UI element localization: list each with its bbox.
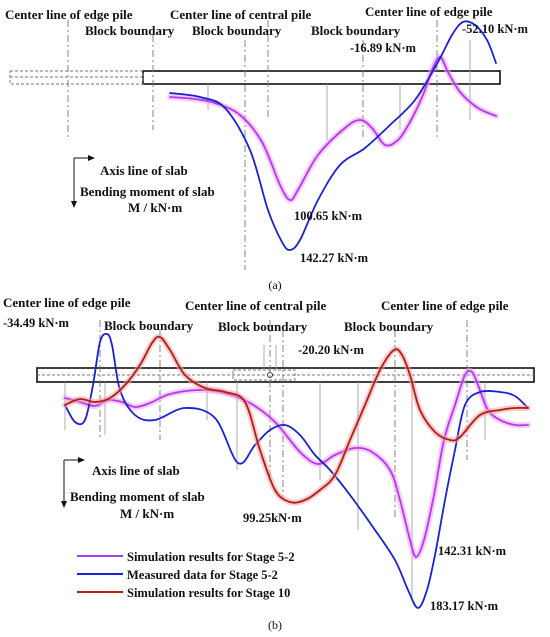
label-block-boundary-mid-b: Block boundary [218, 319, 308, 334]
label-block-boundary-right-b: Block boundary [344, 319, 434, 334]
label-block-boundary-right: Block boundary [311, 23, 401, 38]
value-a-3: 100.65 kN·m [294, 209, 363, 223]
value-b-5: 183.17 kN·m [430, 599, 499, 613]
label-edge-pile-right-b: Center line of edge pile [381, 298, 509, 313]
label-axis-line-b: Axis line of slab [92, 463, 180, 478]
value-a-1: -52.10 kN·m [462, 22, 528, 36]
value-b-1: -34.49 kN·m [3, 316, 69, 330]
slab-dashed-extension [10, 71, 143, 84]
label-block-boundary-left: Block boundary [85, 23, 175, 38]
series-line-sim52 [170, 57, 496, 200]
legend-label-2: Simulation results for Stage 10 [127, 586, 291, 600]
value-b-2: -20.20 kN·m [298, 343, 364, 357]
label-edge-pile-left: Center line of edge pile [5, 7, 133, 22]
label-block-boundary-mid: Block boundary [192, 23, 282, 38]
caption-b: (b) [268, 618, 282, 632]
label-central-pile: Center line of central pile [170, 7, 312, 22]
label-edge-pile-right: Center line of edge pile [365, 4, 493, 19]
legend-label-1: Measured data for Stage 5-2 [127, 568, 278, 582]
value-a-2: -16.89 kN·m [350, 41, 416, 55]
label-central-pile-b: Center line of central pile [185, 298, 327, 313]
label-edge-pile-left-b: Center line of edge pile [3, 295, 131, 310]
panel-a [5, 4, 529, 292]
caption-a: (a) [268, 278, 282, 292]
value-a-4: 142.27 kN·m [300, 251, 369, 265]
series-glow-sim52 [170, 57, 496, 200]
label-moment-unit-b: M / kN·m [120, 506, 175, 521]
label-bending-moment-b: Bending moment of slab [70, 489, 205, 504]
label-bending-moment: Bending moment of slab [80, 184, 215, 199]
value-b-4: 142.31 kN·m [438, 544, 507, 558]
legend-label-0: Simulation results for Stage 5-2 [127, 550, 295, 564]
label-axis-line: Axis line of slab [100, 163, 188, 178]
label-moment-unit: M / kN·m [128, 200, 183, 215]
legend [77, 550, 295, 600]
value-b-3: 99.25kN·m [243, 511, 302, 525]
label-block-boundary-left-b: Block boundary [104, 318, 194, 333]
panel-b [3, 295, 534, 632]
